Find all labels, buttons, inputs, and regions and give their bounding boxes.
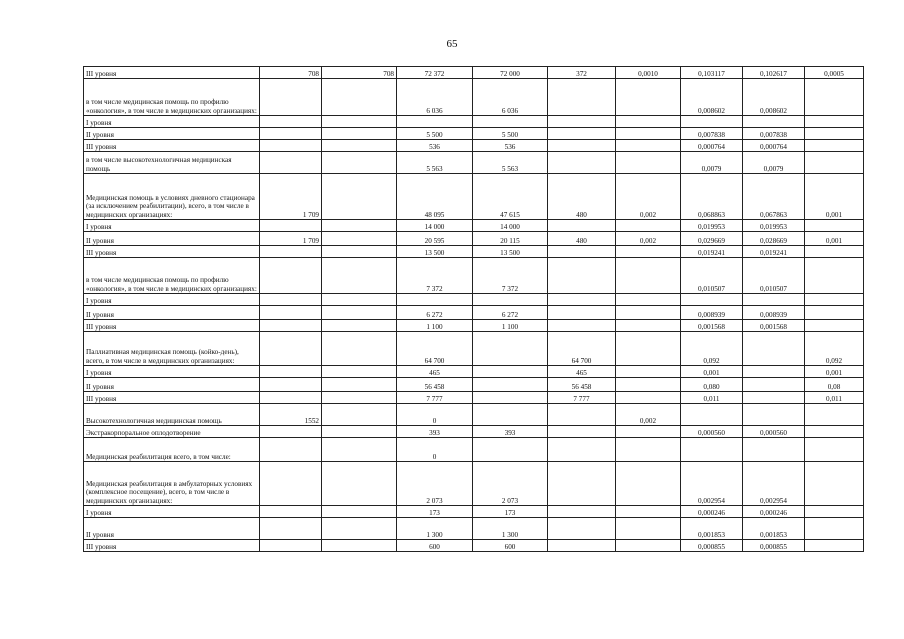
table-row [84, 438, 864, 462]
value-cell: 0,001568 [681, 320, 743, 332]
value-cell: 0,102617 [743, 67, 805, 79]
value-cell: 13 500 [473, 246, 548, 258]
value-cell [805, 152, 864, 174]
value-cell: 0,0005 [805, 67, 864, 79]
row-label-cell: I уровня [84, 220, 260, 232]
table-row [84, 152, 864, 174]
value-cell [473, 378, 548, 392]
value-cell [616, 294, 681, 306]
value-cell: 0,011 [681, 392, 743, 404]
value-cell [805, 306, 864, 320]
value-cell [322, 320, 397, 332]
value-cell [805, 426, 864, 438]
value-cell: 536 [473, 140, 548, 152]
value-cell: 0,000246 [743, 506, 805, 518]
value-cell [548, 79, 616, 116]
value-cell [743, 294, 805, 306]
value-cell: 465 [548, 366, 616, 378]
value-cell: 20 595 [397, 232, 473, 246]
value-cell: 0,008602 [681, 79, 743, 116]
value-cell: 13 500 [397, 246, 473, 258]
table-row [84, 128, 864, 140]
row-label-cell: I уровня [84, 294, 260, 306]
value-cell: 0,019241 [743, 246, 805, 258]
value-cell: 393 [473, 426, 548, 438]
row-label-cell: III уровня [84, 246, 260, 258]
value-cell [322, 140, 397, 152]
value-cell [548, 320, 616, 332]
value-cell: 56 458 [548, 378, 616, 392]
value-cell [548, 306, 616, 320]
value-cell: 465 [397, 366, 473, 378]
value-cell: 0,002954 [743, 462, 805, 506]
value-cell: 5 563 [397, 152, 473, 174]
value-cell [805, 518, 864, 540]
value-cell: 0,001853 [681, 518, 743, 540]
value-cell: 0,0079 [743, 152, 805, 174]
value-cell [743, 404, 805, 426]
value-cell [681, 116, 743, 128]
value-cell: 0,007838 [681, 128, 743, 140]
value-cell: 0,000764 [743, 140, 805, 152]
value-cell: 0,001 [681, 366, 743, 378]
value-cell [548, 246, 616, 258]
value-cell: 0,001 [805, 232, 864, 246]
table-row [84, 306, 864, 320]
table-row [84, 518, 864, 540]
value-cell: 0,002954 [681, 462, 743, 506]
value-cell [616, 366, 681, 378]
value-cell: 6 036 [473, 79, 548, 116]
value-cell [548, 506, 616, 518]
value-cell [616, 116, 681, 128]
row-label-cell: II уровня [84, 128, 260, 140]
value-cell [322, 506, 397, 518]
value-cell: 5 500 [397, 128, 473, 140]
value-cell: 14 000 [397, 220, 473, 232]
table-row [84, 462, 864, 506]
value-cell [548, 404, 616, 426]
value-cell: 0,001 [805, 366, 864, 378]
value-cell: 0,092 [681, 332, 743, 366]
value-cell [616, 378, 681, 392]
value-cell: 0,000560 [743, 426, 805, 438]
row-label-cell: III уровня [84, 320, 260, 332]
row-label-cell: в том числе высокотехнологичная медицинская помощь [84, 152, 260, 174]
value-cell: 0,002 [616, 232, 681, 246]
value-cell [616, 306, 681, 320]
value-cell [805, 462, 864, 506]
value-cell [473, 116, 548, 128]
value-cell: 1 300 [473, 518, 548, 540]
value-cell: 0,008939 [743, 306, 805, 320]
table-row [84, 426, 864, 438]
table-row [84, 366, 864, 378]
row-label-cell: I уровня [84, 506, 260, 518]
value-cell: 64 700 [548, 332, 616, 366]
value-cell: 14 000 [473, 220, 548, 232]
value-cell [260, 152, 322, 174]
table-row [84, 140, 864, 152]
value-cell [260, 128, 322, 140]
value-cell [743, 366, 805, 378]
value-cell: 48 095 [397, 174, 473, 220]
value-cell [616, 246, 681, 258]
value-cell [681, 294, 743, 306]
value-cell [260, 540, 322, 552]
value-cell [322, 79, 397, 116]
value-cell [322, 518, 397, 540]
value-cell [805, 506, 864, 518]
value-cell: 1 300 [397, 518, 473, 540]
value-cell [260, 332, 322, 366]
table-row [84, 392, 864, 404]
row-label-cell: II уровня [84, 518, 260, 540]
value-cell [260, 306, 322, 320]
value-cell [260, 438, 322, 462]
value-cell: 47 615 [473, 174, 548, 220]
value-cell [322, 128, 397, 140]
table-row [84, 506, 864, 518]
value-cell [616, 79, 681, 116]
value-cell: 1552 [260, 404, 322, 426]
value-cell: 173 [397, 506, 473, 518]
value-cell [616, 426, 681, 438]
value-cell: 0,011 [805, 392, 864, 404]
value-cell [260, 140, 322, 152]
value-cell: 0,028669 [743, 232, 805, 246]
value-cell [548, 294, 616, 306]
table-row [84, 378, 864, 392]
value-cell [260, 246, 322, 258]
value-cell: 0,0079 [681, 152, 743, 174]
value-cell: 480 [548, 174, 616, 220]
value-cell: 5 500 [473, 128, 548, 140]
value-cell: 0,067863 [743, 174, 805, 220]
value-cell: 0,001568 [743, 320, 805, 332]
value-cell [743, 378, 805, 392]
value-cell: 0,008939 [681, 306, 743, 320]
value-cell [548, 462, 616, 506]
row-label-cell: III уровня [84, 392, 260, 404]
row-label-cell: III уровня [84, 67, 260, 79]
value-cell [548, 220, 616, 232]
value-cell: 6 272 [397, 306, 473, 320]
value-cell: 6 272 [473, 306, 548, 320]
value-cell: 708 [322, 67, 397, 79]
value-cell [397, 294, 473, 306]
value-cell: 0,002 [616, 404, 681, 426]
value-cell [616, 392, 681, 404]
value-cell [322, 232, 397, 246]
table-row [84, 404, 864, 426]
value-cell: 393 [397, 426, 473, 438]
value-cell [548, 140, 616, 152]
value-cell: 0,08 [805, 378, 864, 392]
value-cell [616, 462, 681, 506]
value-cell [548, 116, 616, 128]
value-cell [548, 152, 616, 174]
value-cell [473, 294, 548, 306]
value-cell [548, 258, 616, 294]
value-cell: 0,000560 [681, 426, 743, 438]
value-cell [260, 506, 322, 518]
value-cell: 480 [548, 232, 616, 246]
value-cell [322, 438, 397, 462]
row-label-cell: Высокотехнологичная медицинская помощь [84, 404, 260, 426]
value-cell: 0,019953 [681, 220, 743, 232]
row-label-cell: Медицинская реабилитация всего, в том числе: [84, 438, 260, 462]
value-cell [805, 294, 864, 306]
value-cell [616, 152, 681, 174]
value-cell: 0,007838 [743, 128, 805, 140]
value-cell: 7 777 [397, 392, 473, 404]
value-cell: 0,029669 [681, 232, 743, 246]
value-cell [322, 332, 397, 366]
table-row [84, 332, 864, 366]
value-cell [322, 220, 397, 232]
value-cell [743, 116, 805, 128]
value-cell [322, 540, 397, 552]
value-cell [743, 392, 805, 404]
value-cell [616, 506, 681, 518]
row-label-cell: Экстракорпоральное оплодотворение [84, 426, 260, 438]
value-cell: 0,001853 [743, 518, 805, 540]
value-cell: 372 [548, 67, 616, 79]
value-cell [322, 404, 397, 426]
value-cell [548, 438, 616, 462]
value-cell [805, 140, 864, 152]
row-label-cell: II уровня [84, 306, 260, 320]
value-cell [260, 392, 322, 404]
value-cell [743, 332, 805, 366]
row-label-cell: Медицинская помощь в условиях дневного стационара (за исключением реабилитации), всего, в том числе в медицинских организациях: [84, 174, 260, 220]
value-cell [322, 392, 397, 404]
value-cell: 0,092 [805, 332, 864, 366]
value-cell [548, 128, 616, 140]
value-cell [681, 404, 743, 426]
value-cell: 72 372 [397, 67, 473, 79]
value-cell: 2 073 [473, 462, 548, 506]
value-cell: 0,010507 [681, 258, 743, 294]
value-cell: 7 777 [548, 392, 616, 404]
table-row [84, 116, 864, 128]
value-cell [805, 79, 864, 116]
value-cell: 708 [260, 67, 322, 79]
value-cell: 0,008602 [743, 79, 805, 116]
value-cell [397, 116, 473, 128]
value-cell: 600 [473, 540, 548, 552]
table-row [84, 294, 864, 306]
value-cell [322, 246, 397, 258]
value-cell [805, 540, 864, 552]
value-cell: 7 372 [397, 258, 473, 294]
value-cell: 5 563 [473, 152, 548, 174]
value-cell: 536 [397, 140, 473, 152]
table-row [84, 220, 864, 232]
value-cell: 7 372 [473, 258, 548, 294]
value-cell [616, 128, 681, 140]
value-cell [473, 332, 548, 366]
row-label-cell: I уровня [84, 366, 260, 378]
value-cell [548, 518, 616, 540]
value-cell [616, 140, 681, 152]
value-cell: 0,000764 [681, 140, 743, 152]
value-cell [260, 294, 322, 306]
value-cell: 0,019241 [681, 246, 743, 258]
table-row [84, 246, 864, 258]
value-cell [322, 258, 397, 294]
value-cell [473, 404, 548, 426]
value-cell [473, 366, 548, 378]
table-row [84, 79, 864, 116]
value-cell [260, 462, 322, 506]
row-label-cell: Паллиативная медицинская помощь (койко-день), всего, в том числе в медицинских организациях: [84, 332, 260, 366]
value-cell [548, 426, 616, 438]
value-cell: 0,103117 [681, 67, 743, 79]
data-table [83, 66, 864, 552]
table-body [84, 67, 864, 552]
table-row [84, 320, 864, 332]
value-cell: 20 115 [473, 232, 548, 246]
value-cell: 0 [397, 438, 473, 462]
value-cell [805, 116, 864, 128]
value-cell [805, 128, 864, 140]
value-cell [260, 320, 322, 332]
value-cell [260, 378, 322, 392]
value-cell: 56 458 [397, 378, 473, 392]
value-cell: 600 [397, 540, 473, 552]
value-cell [616, 220, 681, 232]
value-cell: 0,000855 [681, 540, 743, 552]
value-cell [743, 438, 805, 462]
table-row [84, 232, 864, 246]
table-row [84, 258, 864, 294]
value-cell: 0,001 [805, 174, 864, 220]
value-cell [322, 378, 397, 392]
value-cell [805, 438, 864, 462]
value-cell [322, 174, 397, 220]
value-cell [616, 258, 681, 294]
value-cell: 2 073 [397, 462, 473, 506]
value-cell: 1 709 [260, 174, 322, 220]
row-label-cell: в том числе медицинская помощь по профилю «онкология», в том числе в медицинских организациях: [84, 79, 260, 116]
value-cell: 0 [397, 404, 473, 426]
table-row [84, 67, 864, 79]
value-cell [260, 220, 322, 232]
value-cell [260, 518, 322, 540]
row-label-cell: в том числе медицинская помощь по профилю «онкология», в том числе в медицинских организациях: [84, 258, 260, 294]
table-row [84, 174, 864, 220]
value-cell: 0,068863 [681, 174, 743, 220]
row-label-cell: II уровня [84, 378, 260, 392]
value-cell: 0,000246 [681, 506, 743, 518]
value-cell: 1 100 [397, 320, 473, 332]
value-cell [322, 306, 397, 320]
row-label-cell: III уровня [84, 140, 260, 152]
value-cell [681, 438, 743, 462]
value-cell: 0,0010 [616, 67, 681, 79]
value-cell: 0,002 [616, 174, 681, 220]
value-cell [473, 438, 548, 462]
value-cell [322, 294, 397, 306]
value-cell: 0,019953 [743, 220, 805, 232]
value-cell: 72 000 [473, 67, 548, 79]
value-cell: 1 100 [473, 320, 548, 332]
value-cell [616, 320, 681, 332]
value-cell [473, 392, 548, 404]
value-cell [616, 332, 681, 366]
value-cell [260, 426, 322, 438]
value-cell [805, 258, 864, 294]
value-cell [322, 426, 397, 438]
value-cell [548, 540, 616, 552]
value-cell [260, 116, 322, 128]
value-cell [616, 540, 681, 552]
row-label-cell: Медицинская реабилитация в амбулаторных условиях (комплексное посещение), всего, в том числе в медицинских организациях: [84, 462, 260, 506]
value-cell [260, 79, 322, 116]
value-cell [322, 152, 397, 174]
value-cell [322, 116, 397, 128]
value-cell: 64 700 [397, 332, 473, 366]
value-cell [805, 320, 864, 332]
value-cell: 0,010507 [743, 258, 805, 294]
value-cell: 0,000855 [743, 540, 805, 552]
value-cell [616, 518, 681, 540]
row-label-cell: I уровня [84, 116, 260, 128]
value-cell: 0,080 [681, 378, 743, 392]
value-cell [805, 246, 864, 258]
row-label-cell: III уровня [84, 540, 260, 552]
value-cell: 6 036 [397, 79, 473, 116]
table-row [84, 540, 864, 552]
value-cell [322, 462, 397, 506]
value-cell: 1 709 [260, 232, 322, 246]
page-number: 65 [446, 38, 458, 50]
value-cell [805, 220, 864, 232]
row-label-cell: II уровня [84, 232, 260, 246]
value-cell [260, 258, 322, 294]
value-cell [805, 404, 864, 426]
value-cell [260, 366, 322, 378]
value-cell [322, 366, 397, 378]
value-cell [616, 438, 681, 462]
value-cell: 173 [473, 506, 548, 518]
